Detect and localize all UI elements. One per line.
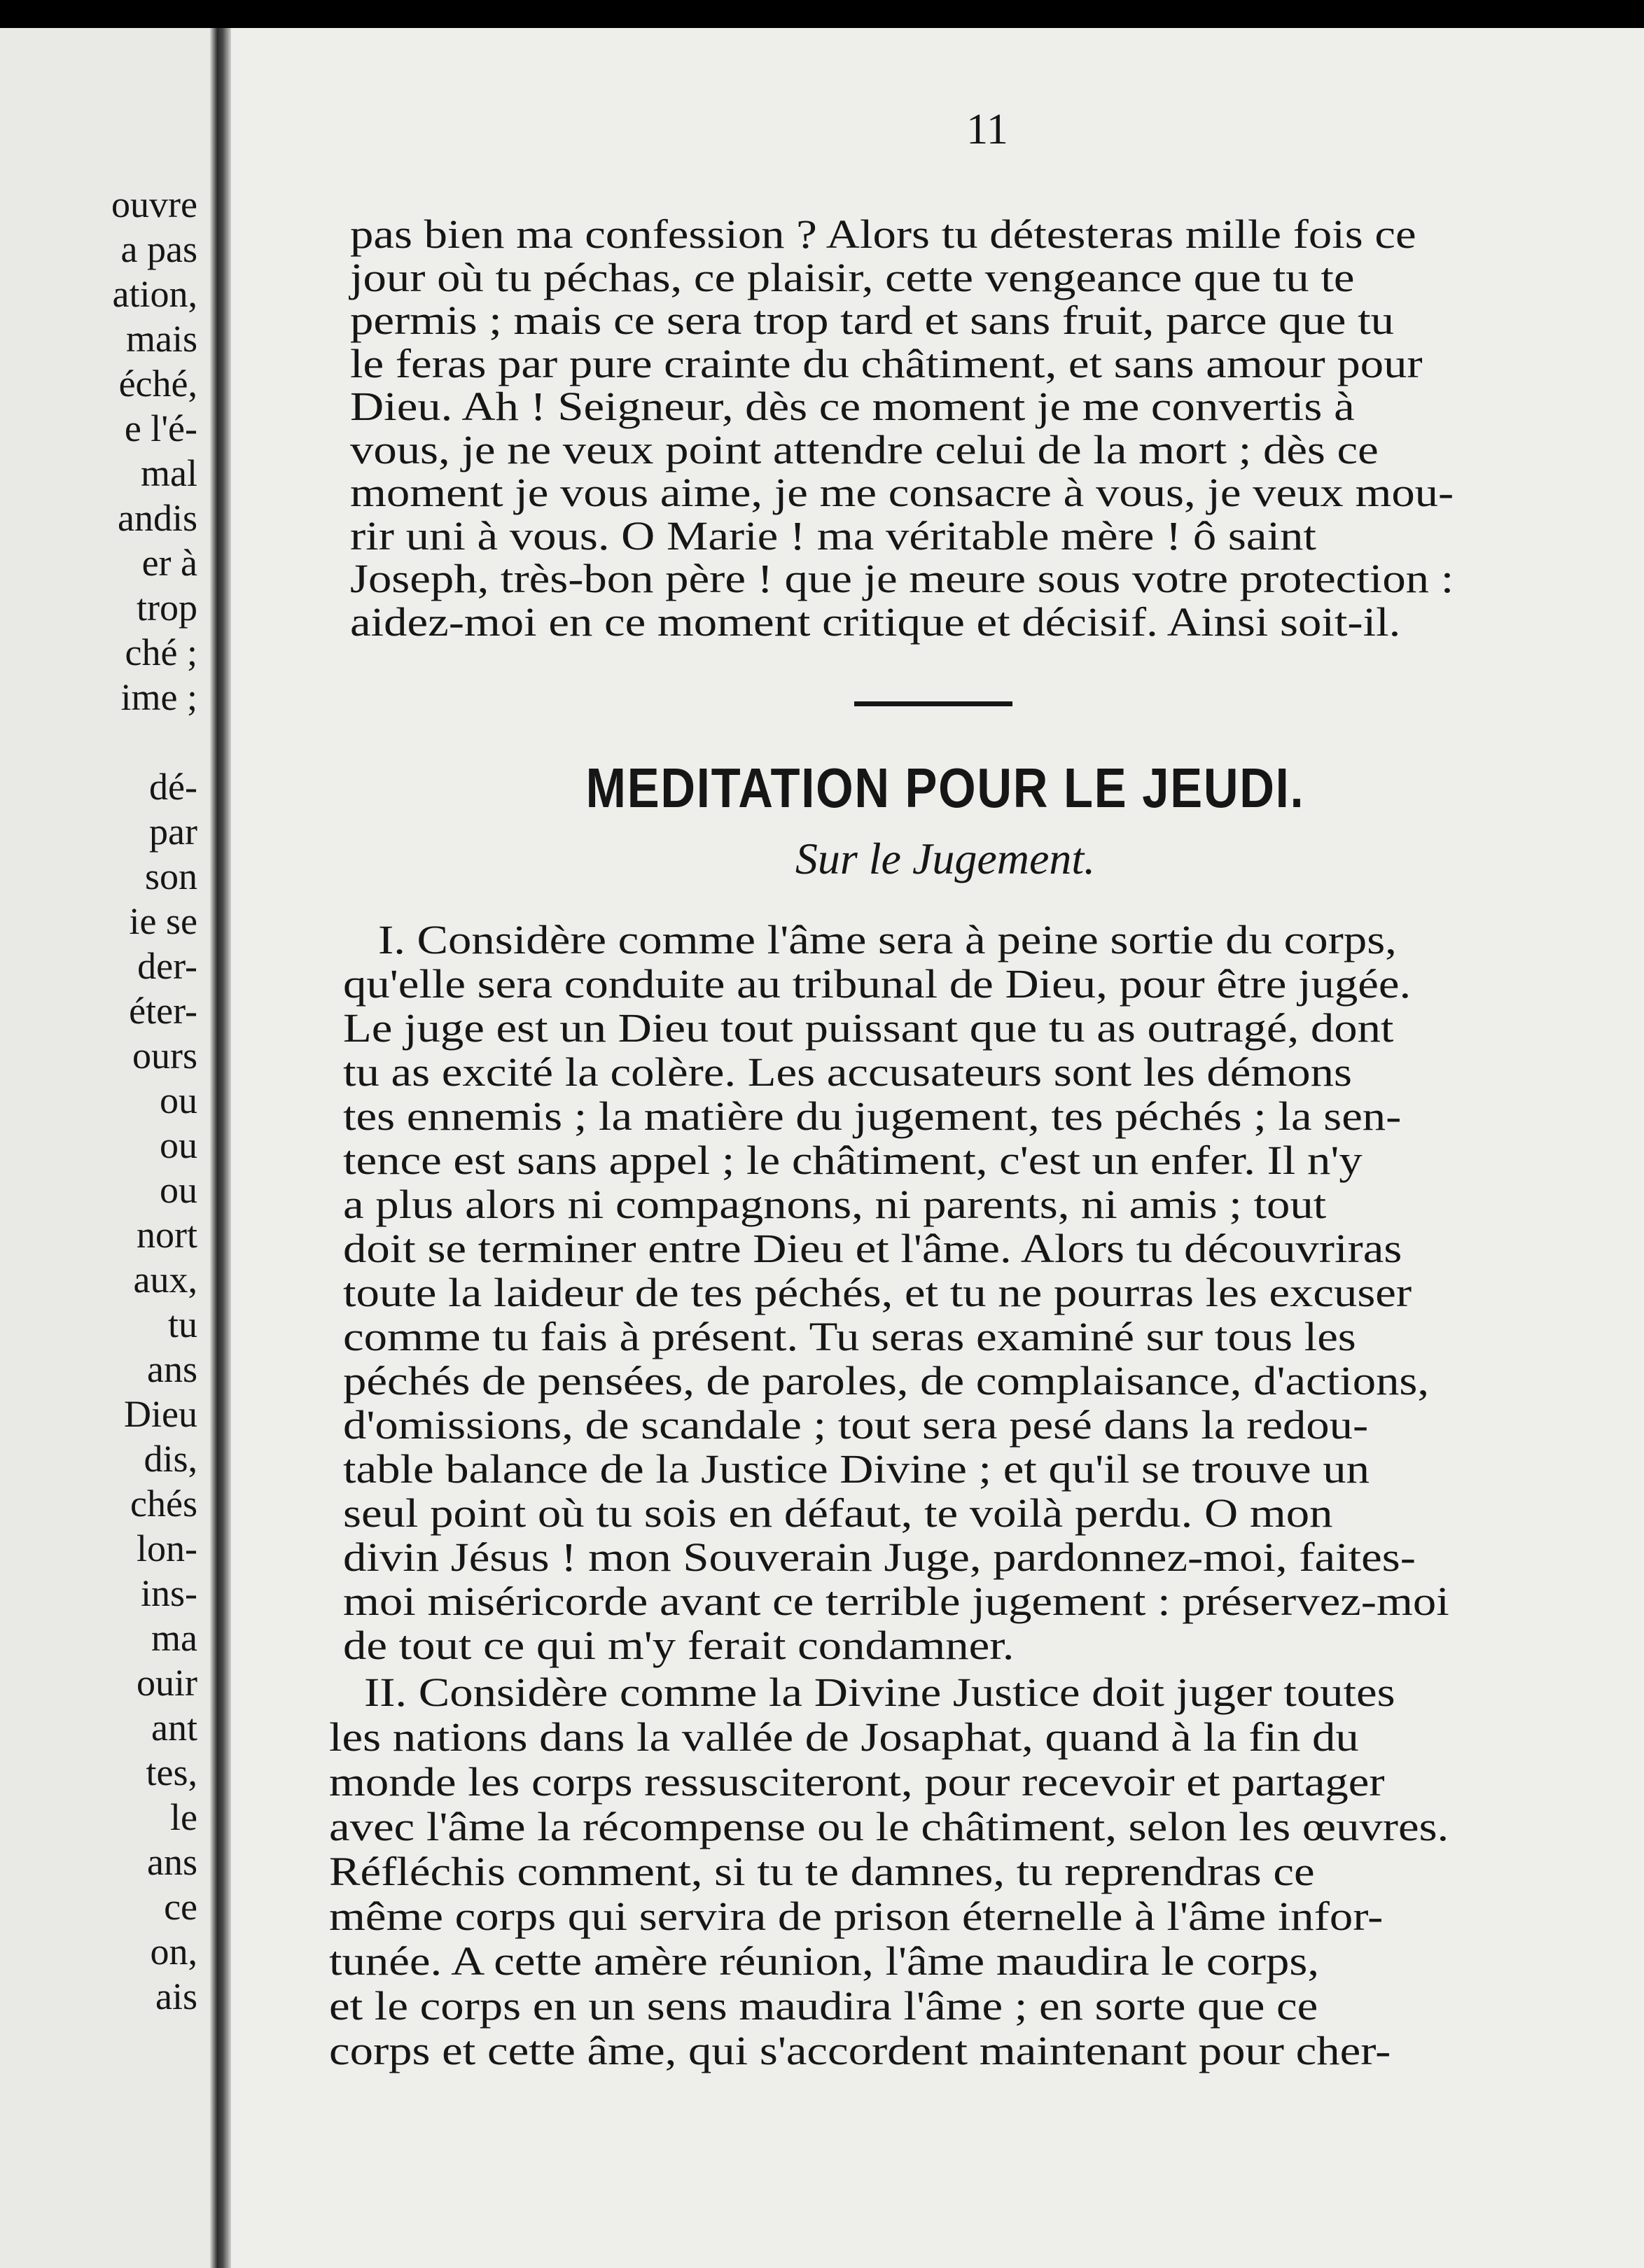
left-page-line: ou	[160, 1079, 197, 1121]
text-line: d'omissions, de scandale ; tout sera pesé dans la redou-	[343, 1402, 1369, 1448]
text-line: qu'elle sera conduite au tribunal de Dieu, pour être jugée.	[343, 961, 1412, 1007]
text-line: rir uni à vous. O Marie ! ma véritable mère ! ô saint	[350, 512, 1316, 559]
left-page-line: ie se	[129, 900, 197, 942]
left-page-line: ché ;	[125, 631, 197, 673]
text-line: moi miséricorde avant ce terrible jugement : préservez-moi	[343, 1578, 1449, 1624]
text-line: de tout ce qui m'y ferait condamner.	[343, 1623, 1015, 1668]
left-page-line: nort	[137, 1214, 197, 1256]
text-line: tence est sans appel ; le châtiment, c'est un enfer. Il n'y	[343, 1138, 1363, 1183]
left-page-line: mal	[141, 452, 197, 494]
text-line: péchés de pensées, de paroles, de complaisance, d'actions,	[343, 1358, 1430, 1404]
text-line: aidez-moi en ce moment critique et décisif. Ainsi soit-il.	[350, 598, 1401, 645]
text-line: seul point où tu sois en défaut, te voilà perdu. O mon	[343, 1490, 1333, 1536]
left-page-line: par	[149, 811, 197, 853]
left-page-line: éché,	[118, 363, 197, 405]
text-line: Le juge est un Dieu tout puissant que tu as outragé, dont	[343, 1005, 1394, 1051]
left-page-line: chés	[130, 1483, 197, 1525]
left-page-line: ouvre	[111, 183, 197, 225]
text-line: Réfléchis comment, si tu te damnes, tu reprendras ce	[329, 1849, 1315, 1894]
book-page	[231, 28, 1644, 2268]
left-page-line: le	[170, 1796, 197, 1838]
left-page-line: andis	[118, 497, 197, 539]
text-line: le feras par pure crainte du châtiment, et sans amour pour	[350, 340, 1423, 386]
text-line: tunée. A cette amère réunion, l'âme maudira le corps,	[329, 1938, 1319, 1984]
text-line: tes ennemis ; la matière du jugement, tes péchés ; la sen-	[343, 1093, 1402, 1139]
left-page-line: ou	[160, 1169, 197, 1211]
text-line: doit se terminer entre Dieu et l'âme. Alors tu découvriras	[343, 1226, 1402, 1271]
left-page-line: ation,	[112, 273, 197, 315]
text-line: toute la laideur de tes péchés, et tu ne pourras les excuser	[343, 1270, 1412, 1315]
previous-page-edge	[0, 28, 210, 2268]
left-page-line: dé-	[149, 766, 197, 808]
text-line: Joseph, très-bon père ! que je meure sous votre protection :	[350, 556, 1454, 601]
text-line: tu as excité la colère. Les accusateurs sont les démons	[343, 1049, 1352, 1095]
text-line: I. Considère comme l'âme sera à peine sortie du corps,	[378, 917, 1397, 962]
left-page-line: on,	[150, 1931, 197, 1973]
text-line: a plus alors ni compagnons, ni parents, ni amis ; tout	[343, 1182, 1327, 1227]
left-page-line: ouir	[137, 1662, 197, 1704]
left-page-line: ime ;	[120, 676, 197, 718]
left-page-line: der-	[137, 945, 197, 987]
left-page-line: Dieu	[124, 1393, 197, 1435]
text-line: moment je vous aime, je me consacre à vous, je veux mou-	[350, 470, 1454, 515]
left-page-line: ant	[151, 1707, 197, 1749]
left-page-line: ce	[164, 1886, 197, 1928]
text-line: Dieu. Ah ! Seigneur, dès ce moment je me convertis à	[350, 384, 1355, 429]
left-page-line: tes,	[146, 1751, 197, 1793]
left-page-line: mais	[126, 318, 197, 360]
text-line: vous, je ne veux point attendre celui de la mort ; dès ce	[350, 426, 1379, 472]
left-page-line: a pas	[120, 228, 197, 270]
text-line: II. Considère comme la Divine Justice doit juger toutes	[364, 1670, 1395, 1715]
text-line: divin Jésus ! mon Souverain Juge, pardonnez-moi, faites-	[343, 1534, 1416, 1580]
meditation-subheading: Sur le Jugement.	[795, 834, 1096, 883]
text-line: comme tu fais à présent. Tu seras examiné sur tous les	[343, 1314, 1356, 1359]
left-page-line: trop	[137, 587, 197, 629]
left-page-line: ais	[155, 1975, 197, 2017]
left-page-line: ours	[132, 1035, 197, 1077]
book-gutter	[210, 28, 231, 2268]
text-line: avec l'âme la récompense ou le châtiment, selon les œuvres.	[329, 1804, 1449, 1849]
left-page-line: dis,	[144, 1438, 197, 1480]
left-page-line: son	[144, 855, 197, 897]
text-line: table balance de la Justice Divine ; et qu'il se trouve un	[343, 1446, 1370, 1492]
left-page-line: ou	[160, 1124, 197, 1166]
left-page-line: lon-	[137, 1527, 197, 1569]
page-number: 11	[966, 106, 1008, 153]
left-page-line: éter-	[129, 990, 197, 1032]
text-line: même corps qui servira de prison éternelle à l'âme infor-	[329, 1893, 1384, 1939]
text-line: pas bien ma confession ? Alors tu détesteras mille fois ce	[350, 211, 1416, 257]
text-line: les nations dans la vallée de Josaphat, quand à la fin du	[329, 1714, 1359, 1760]
text-line: corps et cette âme, qui s'accordent maintenant pour cher-	[329, 2028, 1391, 2073]
section-divider	[854, 701, 1012, 706]
text-line: permis ; mais ce sera trop tard et sans fruit, parce que tu	[350, 298, 1394, 343]
left-page-line: er à	[141, 542, 197, 584]
text-line: jour où tu péchas, ce plaisir, cette vengeance que tu te	[350, 254, 1355, 300]
left-page-line: ins-	[141, 1572, 197, 1614]
left-page-line: e l'é-	[124, 407, 197, 449]
text-line: monde les corps ressusciteront, pour recevoir et partager	[329, 1759, 1385, 1805]
text-line: et le corps en un sens maudira l'âme ; en sorte que ce	[329, 1983, 1318, 2029]
left-page-line: ma	[151, 1617, 197, 1659]
left-page-line: tu	[167, 1303, 197, 1345]
left-page-line: ans	[147, 1348, 197, 1390]
left-page-line: ans	[147, 1841, 197, 1883]
meditation-heading: MEDITATION POUR LE JEUDI.	[585, 757, 1305, 819]
left-page-line: aux,	[133, 1259, 197, 1301]
